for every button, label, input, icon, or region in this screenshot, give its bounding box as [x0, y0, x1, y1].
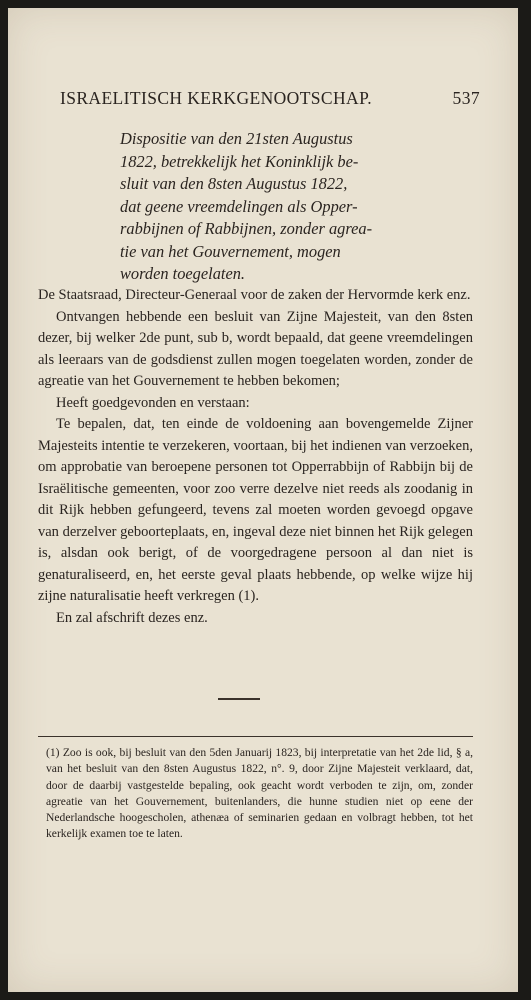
- running-title: ISRAELITISCH KERKGENOOTSCHAP.: [60, 88, 373, 108]
- body-paragraph: Ontvangen hebbende een besluit van Zijne Majesteit, van den 8sten dezer, bij welker 2de punt, sub b, wordt bepaald, dat geene vreemdelingen als leeraars van de godsdienst zullen mogen toegelaten worden, zonder de agreatie van het Gouvernement te hebben bekomen;: [38, 308, 473, 389]
- body-paragraph: Heeft goedgevonden en verstaan:: [56, 394, 250, 411]
- footnote: (1) Zoo is ook, bij besluit van den 5den Januarij 1823, bij interpretatie van het 2de lid, § a, van het besluit van den 8sten Augustus 1822, n°. 9, door Zijne Majesteit verklaard, dat, door de daarbij vastgestelde bepaling, ook geacht wordt verboden te zijn, om, zonder agreatie van het Gouvernement, buitenlanders, die hunne studien niet op eene der Nederlandsche hoogescholen, athenæa of seminarien gedaan en volbragt hebben, tot het kerkelijk examen toe te laten.: [46, 746, 473, 841]
- running-header: [60, 88, 480, 109]
- heading-line: dat geene vreemdelingen als Opper-: [120, 196, 358, 216]
- heading-line: tie van het Gouvernement, mogen: [120, 241, 341, 261]
- page-number: 537: [452, 88, 480, 108]
- addressee-paragraph: De Staatsraad, Directeur-Generaal voor de zaken der Hervormde kerk enz.: [38, 287, 471, 303]
- book-page: [8, 8, 518, 992]
- heading-line: rabbijnen of Rabbijnen, zonder agrea-: [120, 219, 373, 238]
- heading-line: Dispositie van den 21sten Augustus: [120, 129, 353, 148]
- body-text: [38, 285, 473, 629]
- heading-line: worden toegelaten.: [120, 264, 246, 283]
- section-heading: [120, 128, 470, 286]
- section-divider: [218, 698, 260, 700]
- heading-line: 1822, betrekkelijk het Koninklijk be-: [120, 151, 359, 171]
- closing-paragraph: En zal afschrift dezes enz.: [56, 609, 208, 626]
- footnote-rule: [38, 736, 473, 737]
- body-paragraph: Te bepalen, dat, ten einde de voldoening aan bovengemelde Zijner Majesteits intentie te verzekeren, voortaan, bij het indienen van verzoeken, om approbatie van beroepene personen tot Opperrabbijn of Rabbijn bij de Israëlitische gemeenten, voor zoo verre dezelve niet reeds als zoodanig in dit Rijk hebben gefungeerd, tevens zal moeten worden gevoegd opgave van derzelver geboorteplaats, en, ingeval deze niet binnen het Rijk gelegen is, alsdan ook berigt, of de voorgedragene persoon al dan niet is genaturaliseerd, en, het eerste geval plaats hebbende, op welke wijze hij zijne naturalisatie heeft verkregen (1).: [38, 416, 473, 604]
- heading-line: sluit van den 8sten Augustus 1822,: [120, 174, 348, 193]
